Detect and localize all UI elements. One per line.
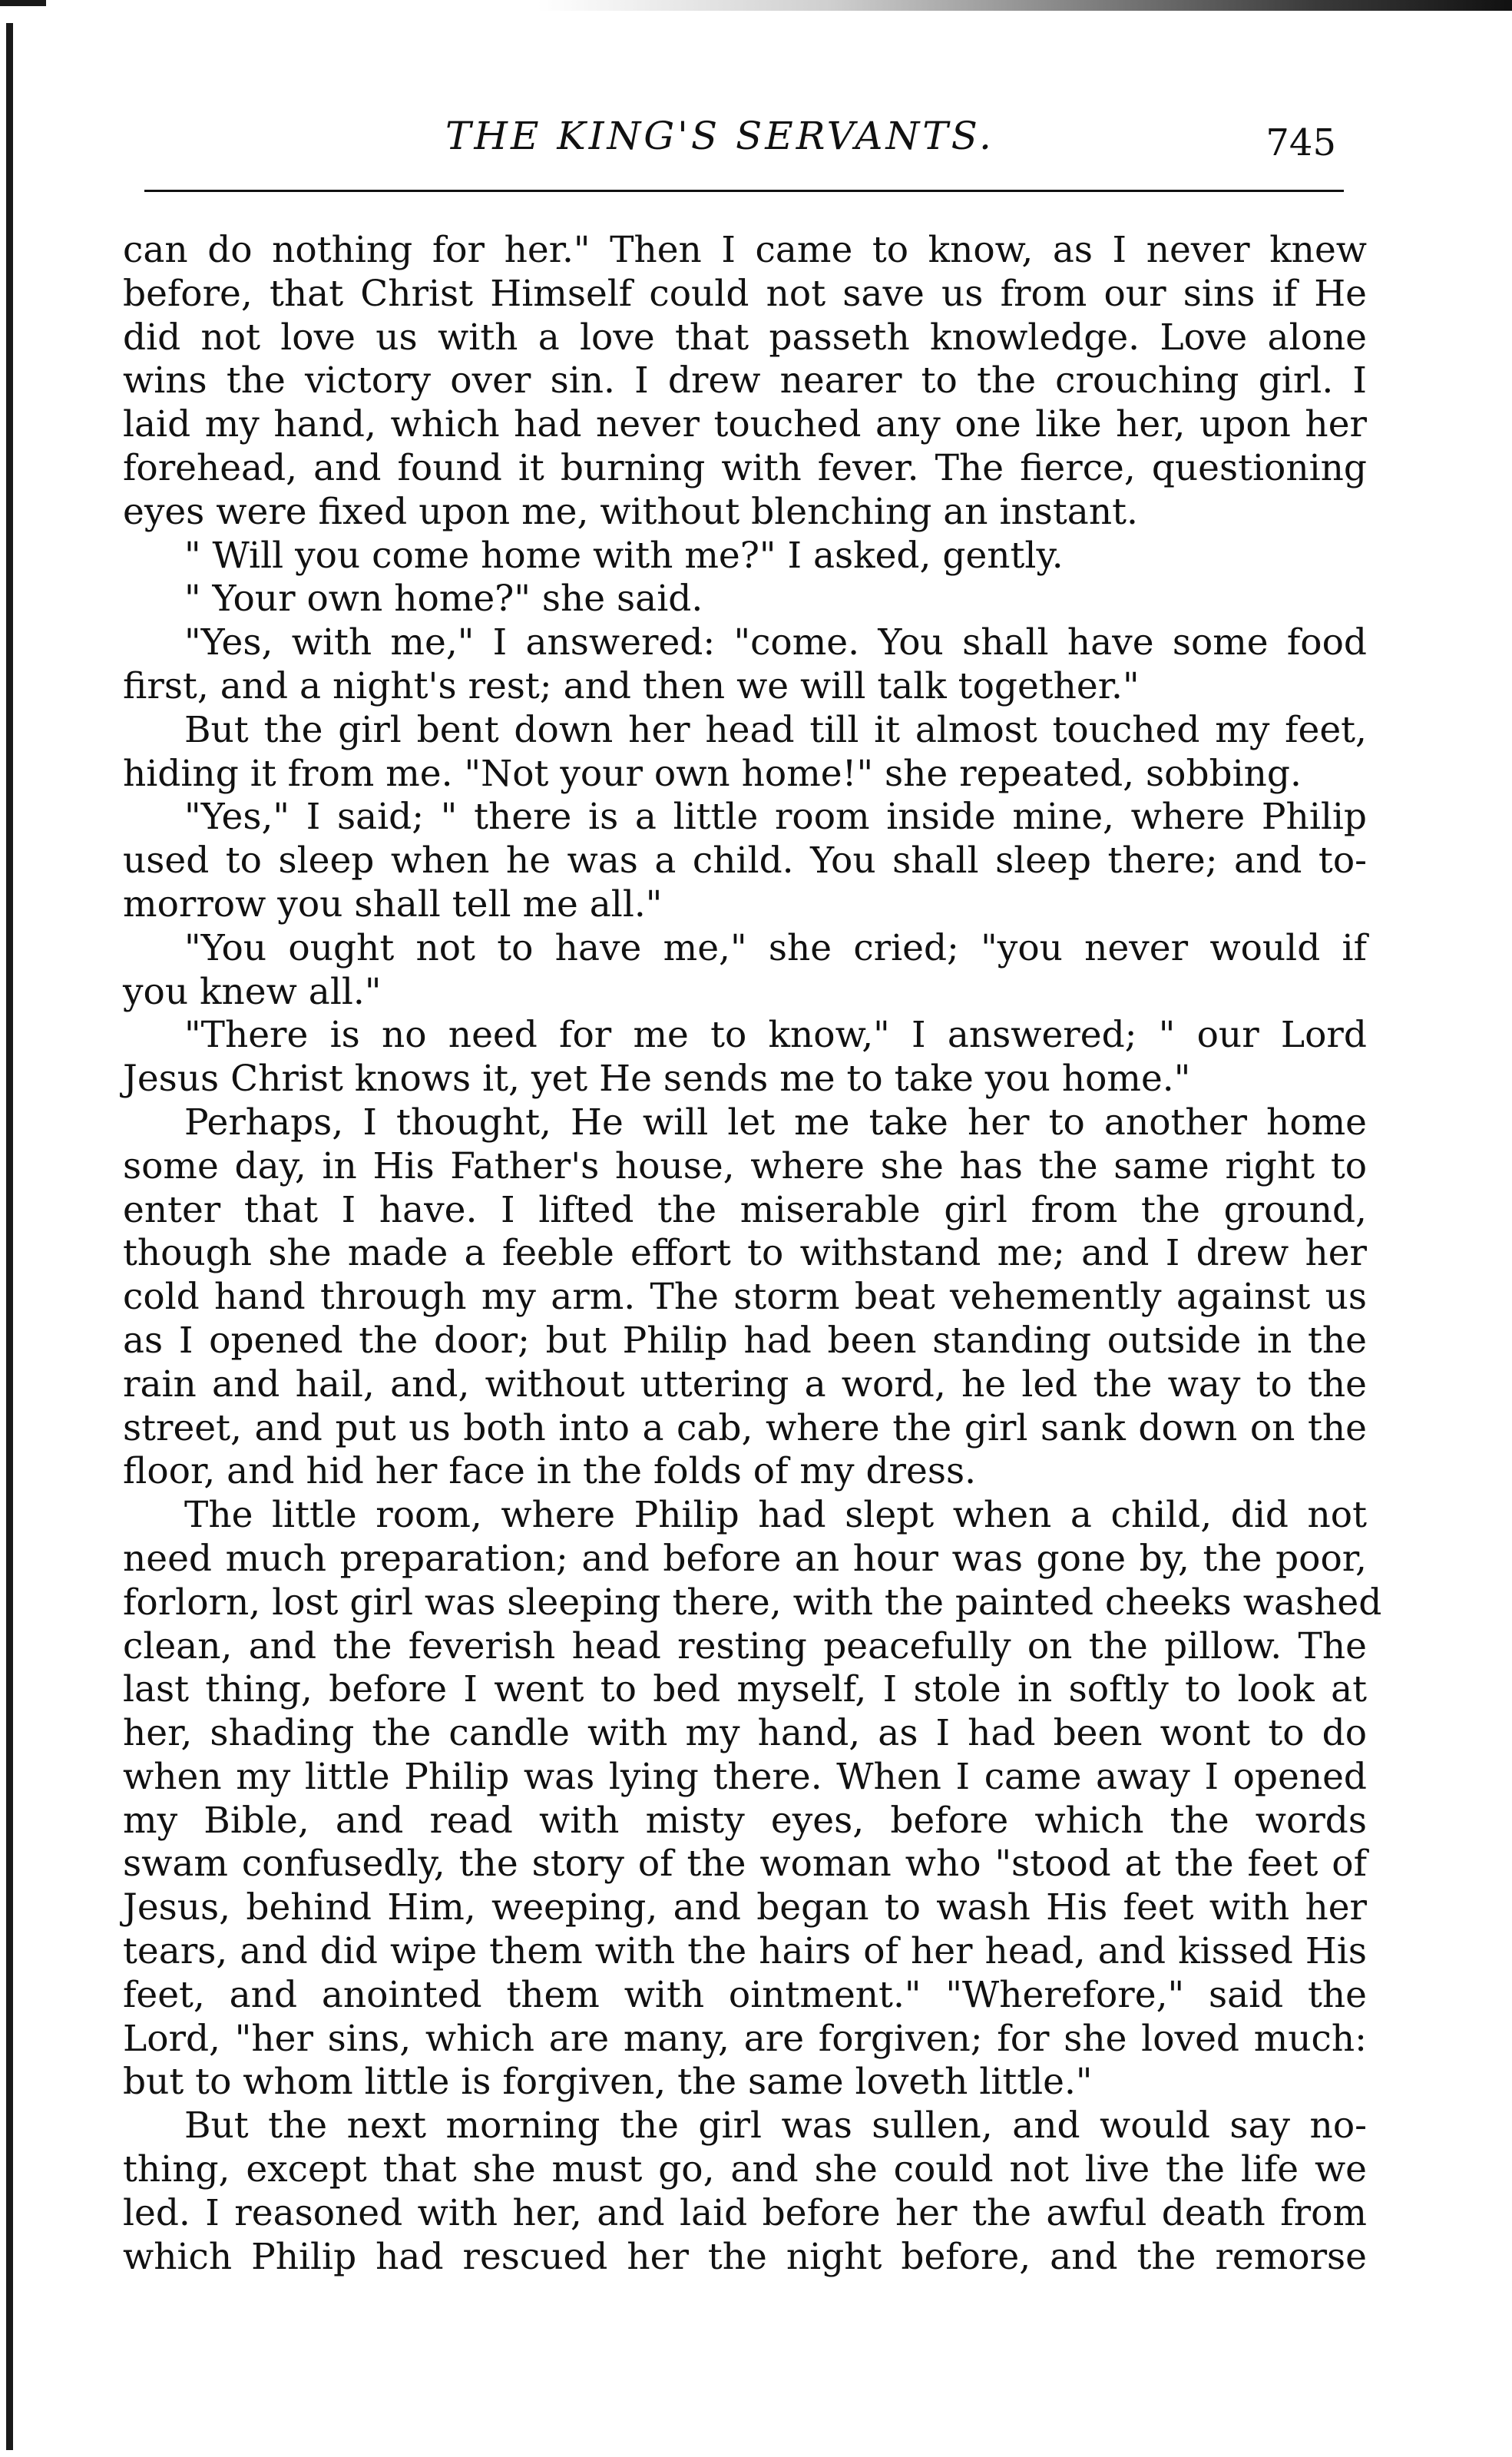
text-line: before, that Christ Himself could not save us from our sins if He	[123, 272, 1367, 315]
page-number: 745	[1266, 121, 1336, 164]
scan-edge-shadow	[538, 0, 1512, 11]
text-line: forlorn, lost girl was sleeping there, with the painted cheeks washed	[123, 1581, 1382, 1624]
text-line: when my little Philip was lying there. When I came away I opened	[123, 1755, 1367, 1798]
text-line: used to sleep when he was a child. You shall sleep there; and to-	[123, 839, 1367, 882]
page-corner-mark	[0, 0, 46, 6]
text-line: last thing, before I went to bed myself, I stole in softly to look at	[123, 1668, 1367, 1711]
text-line: but to whom little is forgiven, the same loveth little."	[123, 2061, 1093, 2104]
text-line: rain and hail, and, without uttering a word, he led the way to the	[123, 1363, 1367, 1406]
text-line: cold hand through my arm. The storm beat vehemently against us	[123, 1276, 1367, 1319]
text-line: need much preparation; and before an hour was gone by, the poor,	[123, 1537, 1367, 1580]
text-line: some day, in His Father's house, where she has the same right to	[123, 1144, 1367, 1187]
text-line: feet, and anointed them with ointment." "Wherefore," said the	[123, 1973, 1367, 2016]
text-line: which Philip had rescued her the night before, and the remorse	[123, 2235, 1367, 2278]
text-line: did not love us with a love that passeth knowledge. Love alone	[123, 316, 1367, 359]
text-line: But the girl bent down her head till it almost touched my feet,	[184, 708, 1367, 751]
text-line: "There is no need for me to know," I answered; " our Lord	[184, 1014, 1367, 1057]
text-line: laid my hand, which had never touched any one like her, upon her	[123, 403, 1367, 446]
text-line: her, shading the candle with my hand, as I had been wont to do	[123, 1712, 1367, 1755]
text-line: first, and a night's rest; and then we will talk together."	[123, 664, 1140, 707]
text-line: " Will you come home with me?" I asked, gently.	[184, 534, 1064, 577]
text-line: street, and put us both into a cab, where the girl sank down on the	[123, 1406, 1367, 1449]
text-line: Lord, "her sins, which are many, are forgiven; for she loved much:	[123, 2017, 1367, 2060]
text-line: can do nothing for her." Then I came to know, as I never knew	[123, 229, 1367, 271]
text-line: enter that I have. I lifted the miserable girl from the ground,	[123, 1188, 1367, 1231]
text-line: "Yes, with me," I answered: "come. You shall have some food	[184, 621, 1367, 664]
text-line: Jesus, behind Him, weeping, and began to wash His feet with her	[123, 1886, 1367, 1929]
text-line: though she made a feeble effort to withstand me; and I drew her	[123, 1232, 1367, 1275]
text-line: eyes were fixed upon me, without blenching an instant.	[123, 490, 1138, 533]
text-line: my Bible, and read with misty eyes, before which the words	[123, 1799, 1367, 1842]
page-header	[445, 114, 1344, 167]
text-line: clean, and the feverish head resting peacefully on the pillow. The	[123, 1624, 1367, 1667]
text-line: swam confusedly, the story of the woman who "stood at the feet of	[123, 1843, 1367, 1886]
text-line: " Your own home?" she said.	[184, 578, 703, 621]
running-head: THE KING'S SERVANTS.	[445, 114, 994, 158]
text-line: morrow you shall tell me all."	[123, 882, 663, 926]
text-line: Perhaps, I thought, He will let me take her to another home	[184, 1101, 1367, 1144]
text-line: floor, and hid her face in the folds of my dress.	[123, 1450, 977, 1493]
text-line: led. I reasoned with her, and laid before her the awful death from	[123, 2191, 1367, 2234]
text-line: Jesus Christ knows it, yet He sends me to take you home."	[123, 1058, 1191, 1101]
text-line: tears, and did wipe them with the hairs of her head, and kissed His	[123, 1930, 1367, 1973]
text-line: hiding it from me. "Not your own home!" she repeated, sobbing.	[123, 752, 1302, 795]
header-rule	[144, 190, 1344, 192]
text-line: forehead, and found it burning with fever. The fierce, questioning	[123, 446, 1367, 489]
text-line: wins the victory over sin. I drew nearer to the crouching girl. I	[123, 359, 1367, 402]
text-line: "Yes," I said; " there is a little room inside mine, where Philip	[184, 796, 1367, 839]
text-line: "You ought not to have me," she cried; "you never would if	[184, 926, 1367, 969]
text-line: The little room, where Philip had slept when a child, did not	[184, 1494, 1367, 1537]
text-line: thing, except that she must go, and she could not live the life we	[123, 2148, 1367, 2191]
text-line: you knew all."	[123, 970, 382, 1013]
text-line: But the next morning the girl was sullen, and would say no-	[184, 2104, 1367, 2147]
text-line: as I opened the door; but Philip had been standing outside in the	[123, 1319, 1367, 1362]
page-binding-edge	[6, 23, 13, 2450]
body-text	[123, 229, 1382, 2279]
